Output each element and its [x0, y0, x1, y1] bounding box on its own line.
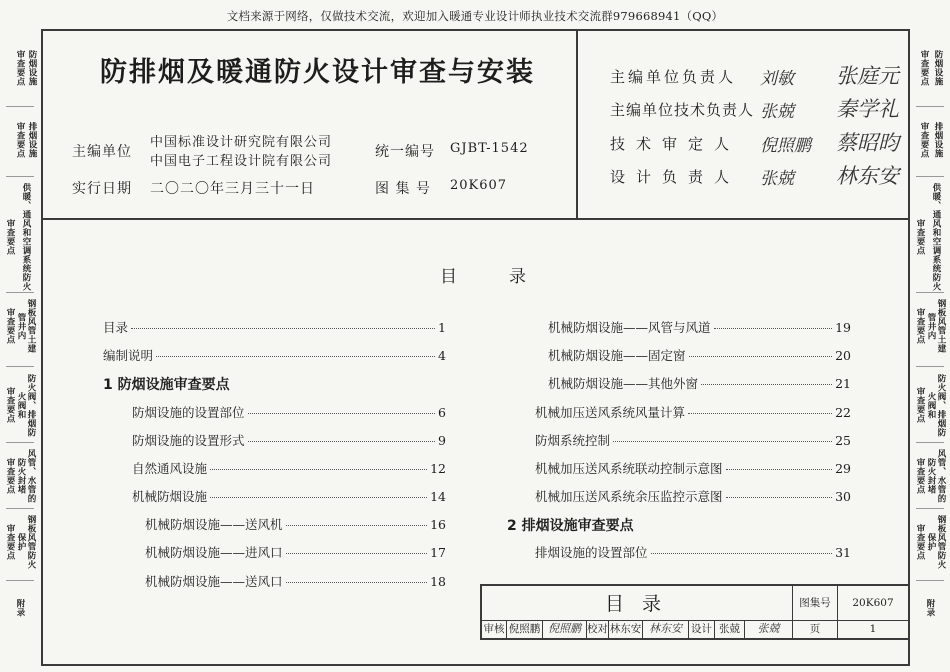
- source-notice: 文档来源于网络，仅做技术交流，欢迎加入暖通专业设计师执业技术交流群979668941（QQ）: [226, 9, 724, 23]
- page-value: 1: [869, 623, 877, 635]
- left-tab-column: [2, 36, 38, 664]
- toc-right-1[interactable]: 机械防烟设施——风管与风道 19: [548, 320, 851, 335]
- title-block-name: 目录: [604, 593, 679, 615]
- right-tab-1b[interactable]: 防烟设施: [933, 50, 943, 86]
- toc-right-9[interactable]: 排烟设施的设置部位 31: [535, 545, 851, 560]
- check-name: 林东安: [609, 623, 642, 635]
- design-name: 张兢: [719, 623, 740, 635]
- toc-left-8[interactable]: 机械防烟设施——送风机 16: [145, 517, 446, 532]
- left-tab-1[interactable]: 审查要点: [15, 50, 25, 86]
- left-tab-6[interactable]: 审查要点: [5, 458, 15, 494]
- right-tab-2b[interactable]: 排烟设施: [933, 122, 943, 158]
- sig-3a: 倪照鹏: [760, 136, 811, 156]
- toc-right-5[interactable]: 防烟系统控制 25: [535, 433, 851, 448]
- design-label: 设计: [691, 623, 712, 635]
- atlas-label: 图 集 号: [375, 181, 431, 197]
- left-tab-7b[interactable]: 钢板风管防火保护: [16, 515, 36, 569]
- toc-section-2[interactable]: 2 排烟设施审查要点: [507, 518, 634, 534]
- sig-role-2: 主编单位技术负责人: [610, 101, 755, 119]
- check-label: 校对: [587, 623, 608, 635]
- toc-section-1[interactable]: 1 防烟设施审查要点: [103, 377, 230, 393]
- editor-unit-2: 中国电子工程设计院有限公司: [150, 154, 333, 169]
- left-tab-3b[interactable]: 供暖、通风和空调系统防火: [21, 183, 31, 291]
- left-tab-5[interactable]: 审查要点: [5, 387, 15, 423]
- review-signature: 倪照鹏: [548, 622, 581, 635]
- check-signature: 林东安: [649, 622, 682, 635]
- toc-left-9[interactable]: 机械防烟设施——进风口 17: [145, 545, 446, 560]
- left-tab-4b[interactable]: 钢板风管土建管井内: [16, 299, 36, 353]
- serial-value: GJBT-1542: [450, 141, 529, 156]
- left-tab-appendix[interactable]: 附录: [15, 599, 25, 617]
- date-label: 实行日期: [72, 181, 132, 197]
- sig-role-4: 设计负责人: [610, 168, 741, 186]
- atlas-value: 20K607: [450, 178, 508, 193]
- right-tab-5[interactable]: 审查要点: [915, 387, 925, 423]
- right-tab-appendix[interactable]: 附录: [925, 599, 935, 617]
- title-block: [480, 584, 910, 640]
- sig-4a: 张兢: [760, 169, 794, 189]
- right-tab-3b[interactable]: 供暖、通风和空调系统防火: [931, 183, 941, 291]
- review-label: 审核: [483, 623, 505, 635]
- toc-left-2[interactable]: 编制说明 4: [103, 348, 446, 363]
- right-tab-4b[interactable]: 钢板风管土建管井内: [926, 299, 946, 353]
- toc-left-7[interactable]: 机械防烟设施 14: [132, 489, 446, 504]
- date-value: 二〇二〇年三月三十一日: [150, 181, 315, 197]
- sig-1a: 刘敏: [760, 69, 794, 89]
- toc-left-6[interactable]: 自然通风设施 12: [132, 461, 446, 476]
- left-tab-4[interactable]: 审查要点: [5, 308, 15, 344]
- title-block-atlas-label: 图集号: [799, 597, 831, 609]
- header-divider: [41, 218, 910, 220]
- serial-label: 统一编号: [375, 144, 435, 160]
- right-tab-column: [912, 36, 948, 664]
- right-tab-1[interactable]: 审查要点: [919, 50, 929, 86]
- left-tab-6b[interactable]: 风管、水管的防火封堵: [16, 449, 36, 503]
- right-tab-7b[interactable]: 钢板风管防火保护: [926, 515, 946, 569]
- page-label: 页: [809, 623, 821, 635]
- right-tab-4[interactable]: 审查要点: [915, 308, 925, 344]
- toc-title: 目录: [440, 267, 578, 287]
- editor-unit-1: 中国标准设计研究院有限公司: [150, 135, 333, 150]
- review-name: 倪照鹏: [508, 623, 541, 635]
- sig-role-3: 技术审定人: [610, 135, 741, 153]
- toc-left-10[interactable]: 机械防烟设施——送风口 18: [145, 574, 446, 589]
- sig-2a: 张兢: [760, 102, 794, 122]
- left-tab-2b[interactable]: 排烟设施: [27, 122, 37, 158]
- title-block-atlas-value: 20K607: [852, 597, 894, 609]
- toc-left-4[interactable]: 防烟设施的设置部位 6: [132, 405, 446, 420]
- toc-right-3[interactable]: 机械防烟设施——其他外窗 21: [548, 376, 851, 391]
- toc-left-5[interactable]: 防烟设施的设置形式 9: [132, 433, 446, 448]
- toc-right-2[interactable]: 机械防烟设施——固定窗 20: [548, 348, 851, 363]
- sig-4b: 林东安: [836, 164, 899, 188]
- left-tab-2[interactable]: 审查要点: [15, 122, 25, 158]
- sig-3b: 蔡昭昀: [836, 131, 899, 155]
- left-tab-3[interactable]: 审查要点: [5, 219, 15, 255]
- toc-left-1[interactable]: 目录 1: [103, 320, 446, 335]
- right-tab-7[interactable]: 审查要点: [915, 524, 925, 560]
- header-vertical-divider: [576, 29, 578, 219]
- sig-1b: 张庭元: [836, 64, 899, 88]
- sig-role-1: 主编单位负责人: [610, 68, 737, 86]
- right-tab-6[interactable]: 审查要点: [915, 458, 925, 494]
- toc-right-7[interactable]: 机械加压送风系统余压监控示意图 30: [535, 489, 851, 504]
- editor-label: 主编单位: [72, 144, 132, 160]
- design-signature: 张兢: [757, 622, 780, 635]
- page-title: 防排烟及暖通防火设计审查与安装: [100, 57, 535, 88]
- left-tab-5b[interactable]: 防火阀、排烟防火阀和: [16, 373, 36, 437]
- toc-right-4[interactable]: 机械加压送风系统风量计算 22: [535, 405, 851, 420]
- sig-2b: 秦学礼: [836, 97, 899, 121]
- toc-right-6[interactable]: 机械加压送风系统联动控制示意图 29: [535, 461, 851, 476]
- left-tab-7[interactable]: 审查要点: [5, 524, 15, 560]
- left-tab-1b[interactable]: 防烟设施: [27, 50, 37, 86]
- right-tab-5b[interactable]: 防火阀、排烟防火阀和: [926, 373, 946, 437]
- right-tab-6b[interactable]: 风管、水管的防火封堵: [926, 449, 946, 503]
- right-tab-2[interactable]: 审查要点: [919, 122, 929, 158]
- right-tab-3[interactable]: 审查要点: [915, 219, 925, 255]
